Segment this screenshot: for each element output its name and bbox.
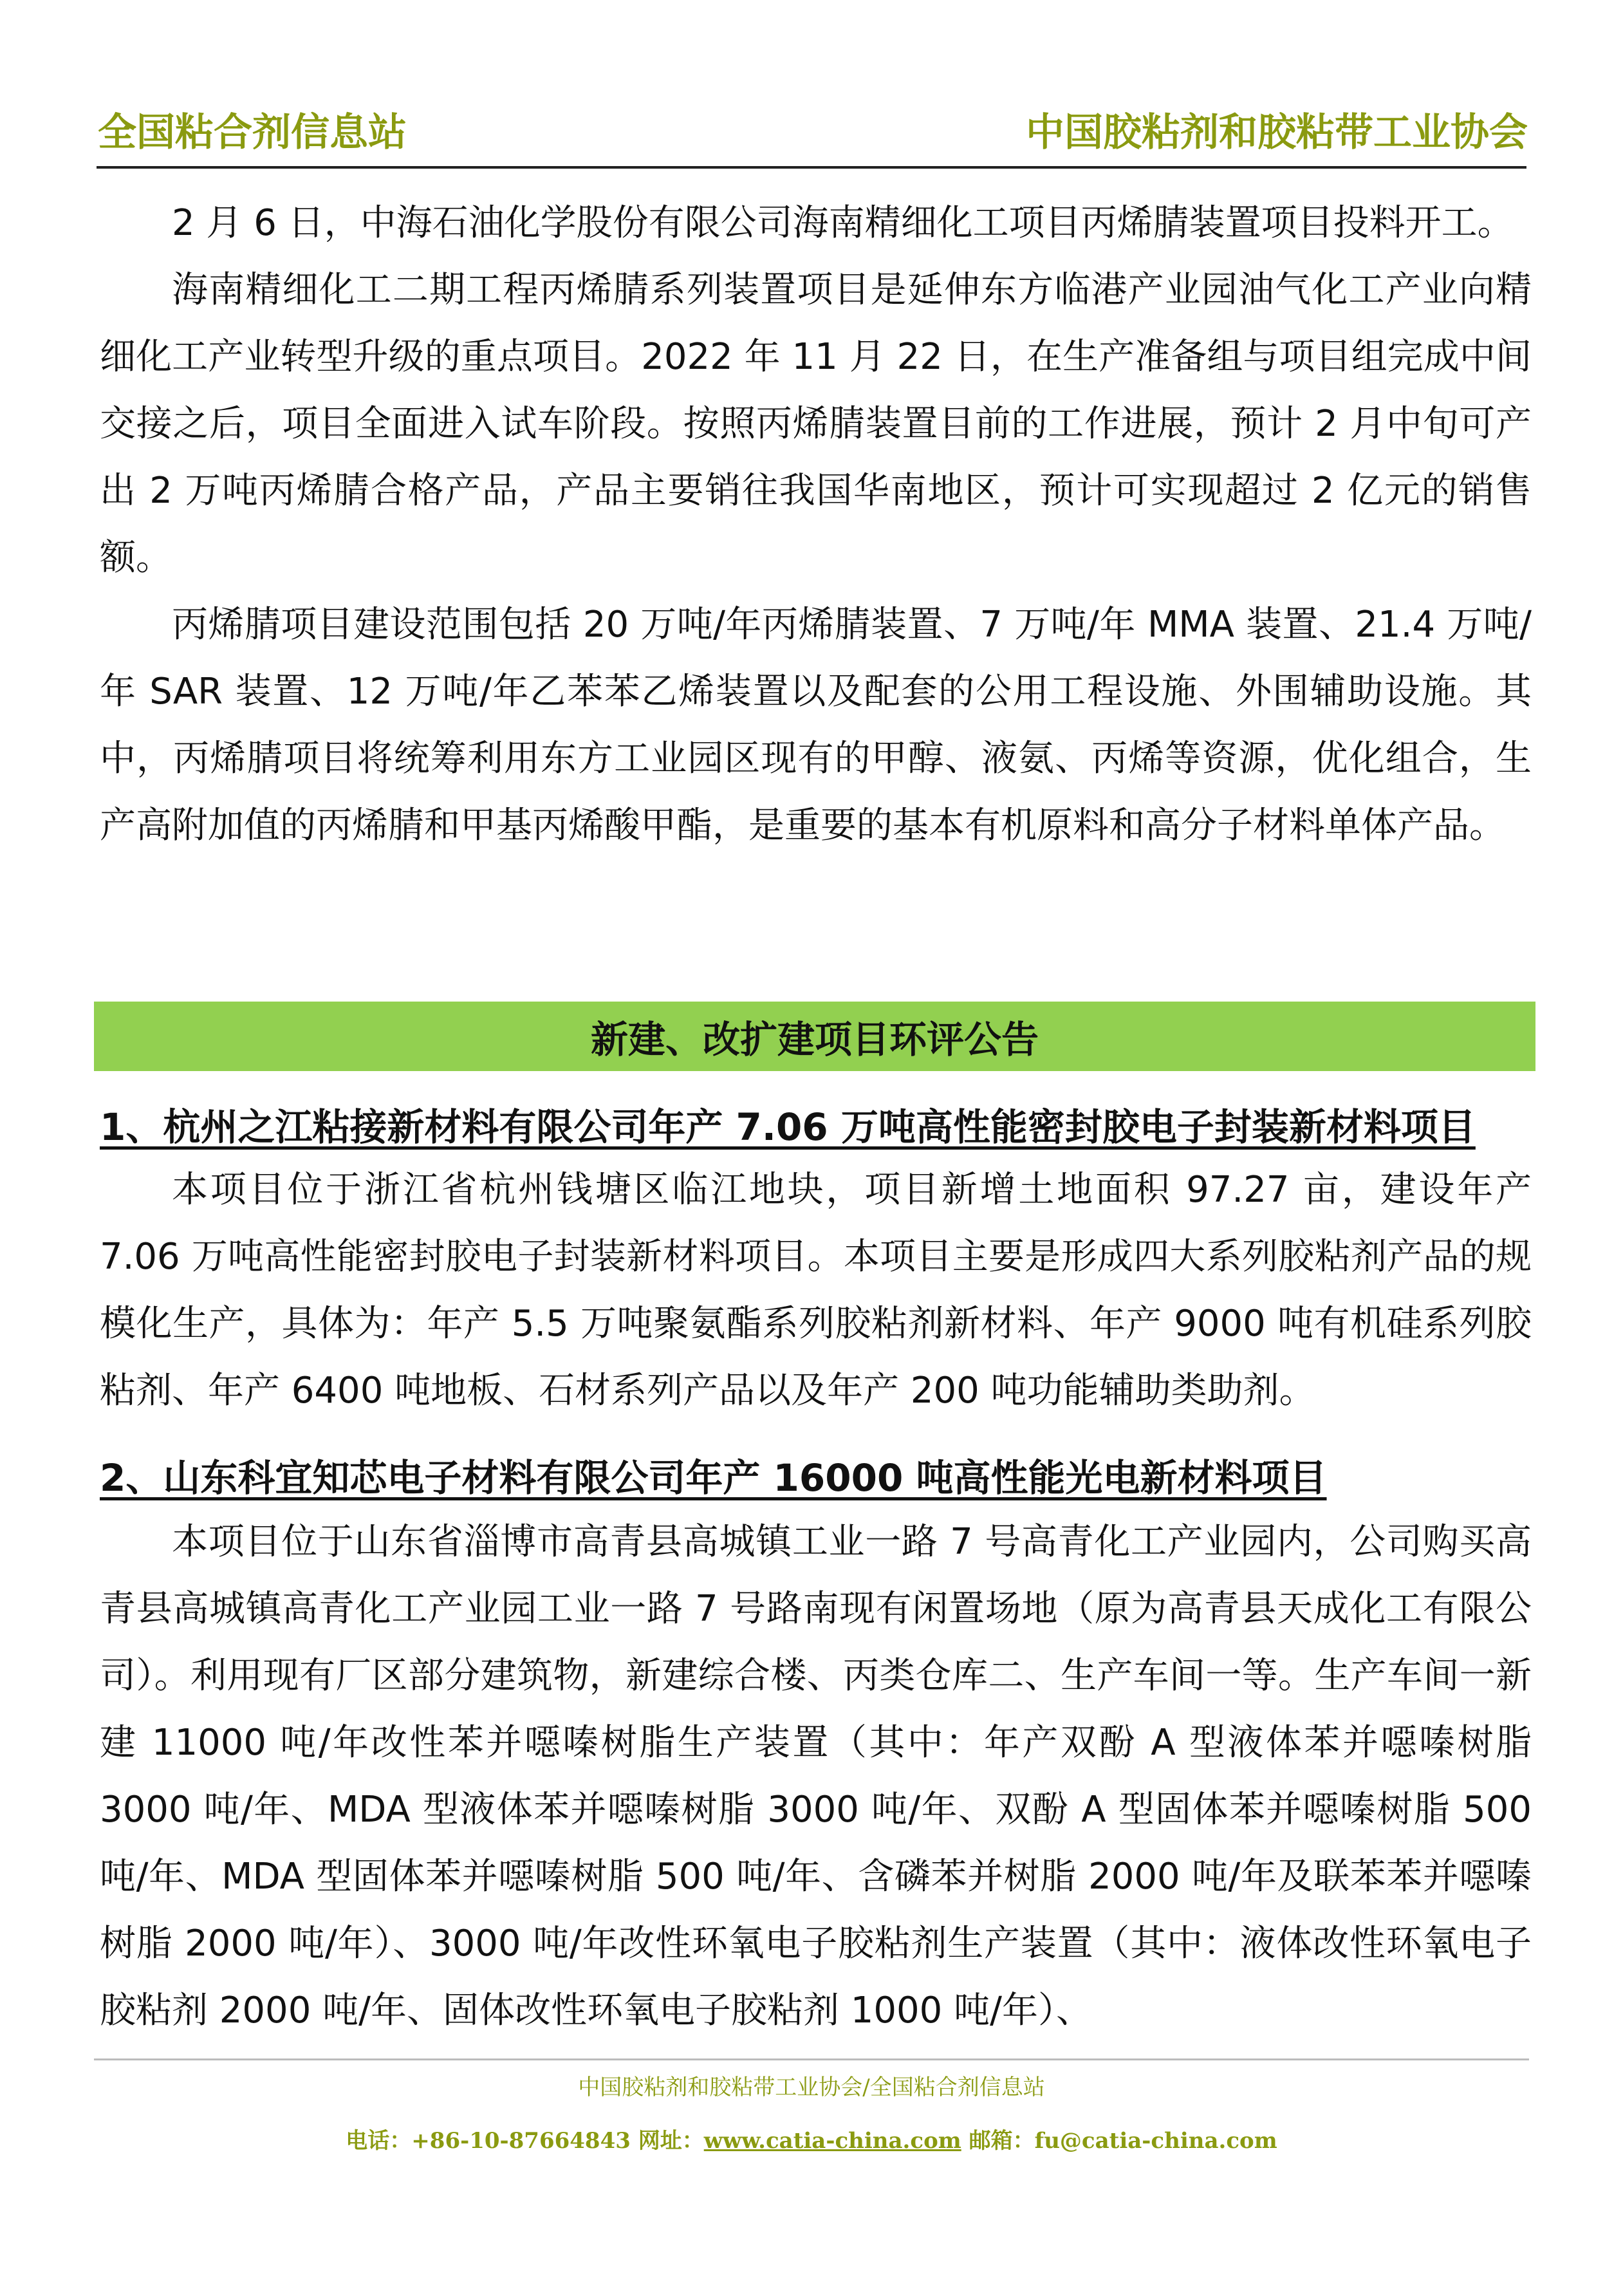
footer-contact — [0, 2123, 1623, 2154]
footer-org: 中国胶粘剂和胶粘带工业协会/全国粘合剂信息站 — [578, 2075, 1045, 2100]
paragraph: 2 月 6 日，中海石油化学股份有限公司海南精细化工项目丙烯腈装置项目投料开工。 — [172, 202, 1514, 244]
paragraph: 丙烯腈项目建设范围包括 20 万吨/年丙烯腈装置、7 万吨/年 MMA 装置、21.4 万吨/年 SAR 装置、12 万吨/年乙苯苯乙烯装置以及配套的公用工程设施、外围辅助设施。其中，丙烯腈项目将统筹利用东方工业园区现有的甲醇、液氨、丙烯等资源，优化组合，生产高附加值的丙烯腈和甲基丙烯酸甲酯，是重要的基本有机原料和高分子材料单体产品。 — [100, 604, 1532, 846]
footer-website-link[interactable]: www.catia-china.com — [703, 2128, 961, 2154]
item2-body: 本项目位于山东省淄博市高青县高城镇工业一路 7 号高青化工产业园内，公司购买高青县高城镇高青化工产业园工业一路 7 号路南现有闲置场地（原为高青县天成化工有限公司）。利用现有厂区部分建筑物，新建综合楼、丙类仓库二、生产车间一等。生产车间一新建 11000 吨/年改性苯并噁嗪树脂生产装置（其中：年产双酚 A 型液体苯并噁嗪树脂 3000 吨/年、MDA 型液体苯并噁嗪树脂 3000 吨/年、双酚 A 型固体苯并噁嗪树脂 500 吨/年、MDA 型固体苯并噁嗪树脂 500 吨/年、含磷苯并树脂 2000 吨/年及联苯苯并噁嗪树脂 2000 吨/年）、3000 吨/年改性环氧电子胶粘剂生产装置（其中：液体改性环氧电子胶粘剂 2000 吨/年、固体改性环氧电子胶粘剂 1000 吨/年）、 — [100, 1521, 1532, 2031]
section-banner: 新建、改扩建项目环评公告 — [94, 1002, 1535, 1071]
item1-section — [100, 1157, 1532, 1424]
item2-title: 2、山东科宜知芯电子材料有限公司年产 16000 吨高性能光电新材料项目 — [100, 1456, 1327, 1500]
item1-title: 1、杭州之江粘接新材料有限公司年产 7.06 万吨高性能密封胶电子封装新材料项目 — [100, 1105, 1476, 1149]
header-right-title: 中国胶粘剂和胶粘带工业协会 — [1026, 110, 1528, 155]
footer-email: 邮箱：fu@catia-china.com — [961, 2128, 1277, 2154]
paragraph: 海南精细化工二期工程丙烯腈系列装置项目是延伸东方临港产业园油气化工产业向精细化工产业转型升级的重点项目。2022 年 11 月 22 日，在生产准备组与项目组完成中间交接之后，项目全面进入试车阶段。按照丙烯腈装置目前的工作进展，预计 2 月中旬可产出 2 万吨丙烯腈合格产品，产品主要销往我国华南地区，预计可实现超过 2 亿元的销售额。 — [100, 269, 1532, 579]
item2-section — [100, 1509, 1532, 2044]
header-left-title: 全国粘合剂信息站 — [98, 110, 407, 155]
footer-divider — [94, 2058, 1529, 2060]
intro-section — [100, 190, 1532, 859]
item1-body: 本项目位于浙江省杭州钱塘区临江地块，项目新增土地面积 97.27 亩，建设年产 7.06 万吨高性能密封胶电子封装新材料项目。本项目主要是形成四大系列胶粘剂产品的规模化生产，具体为：年产 5.5 万吨聚氨酯系列胶粘剂新材料、年产 9000 吨有机硅系列胶粘剂、年产 6400 吨地板、石材系列产品以及年产 200 吨功能辅助类助剂。 — [100, 1169, 1532, 1412]
header-divider — [97, 166, 1526, 169]
footer-phone: 电话：+86-10-87664843 网址： — [346, 2128, 704, 2154]
